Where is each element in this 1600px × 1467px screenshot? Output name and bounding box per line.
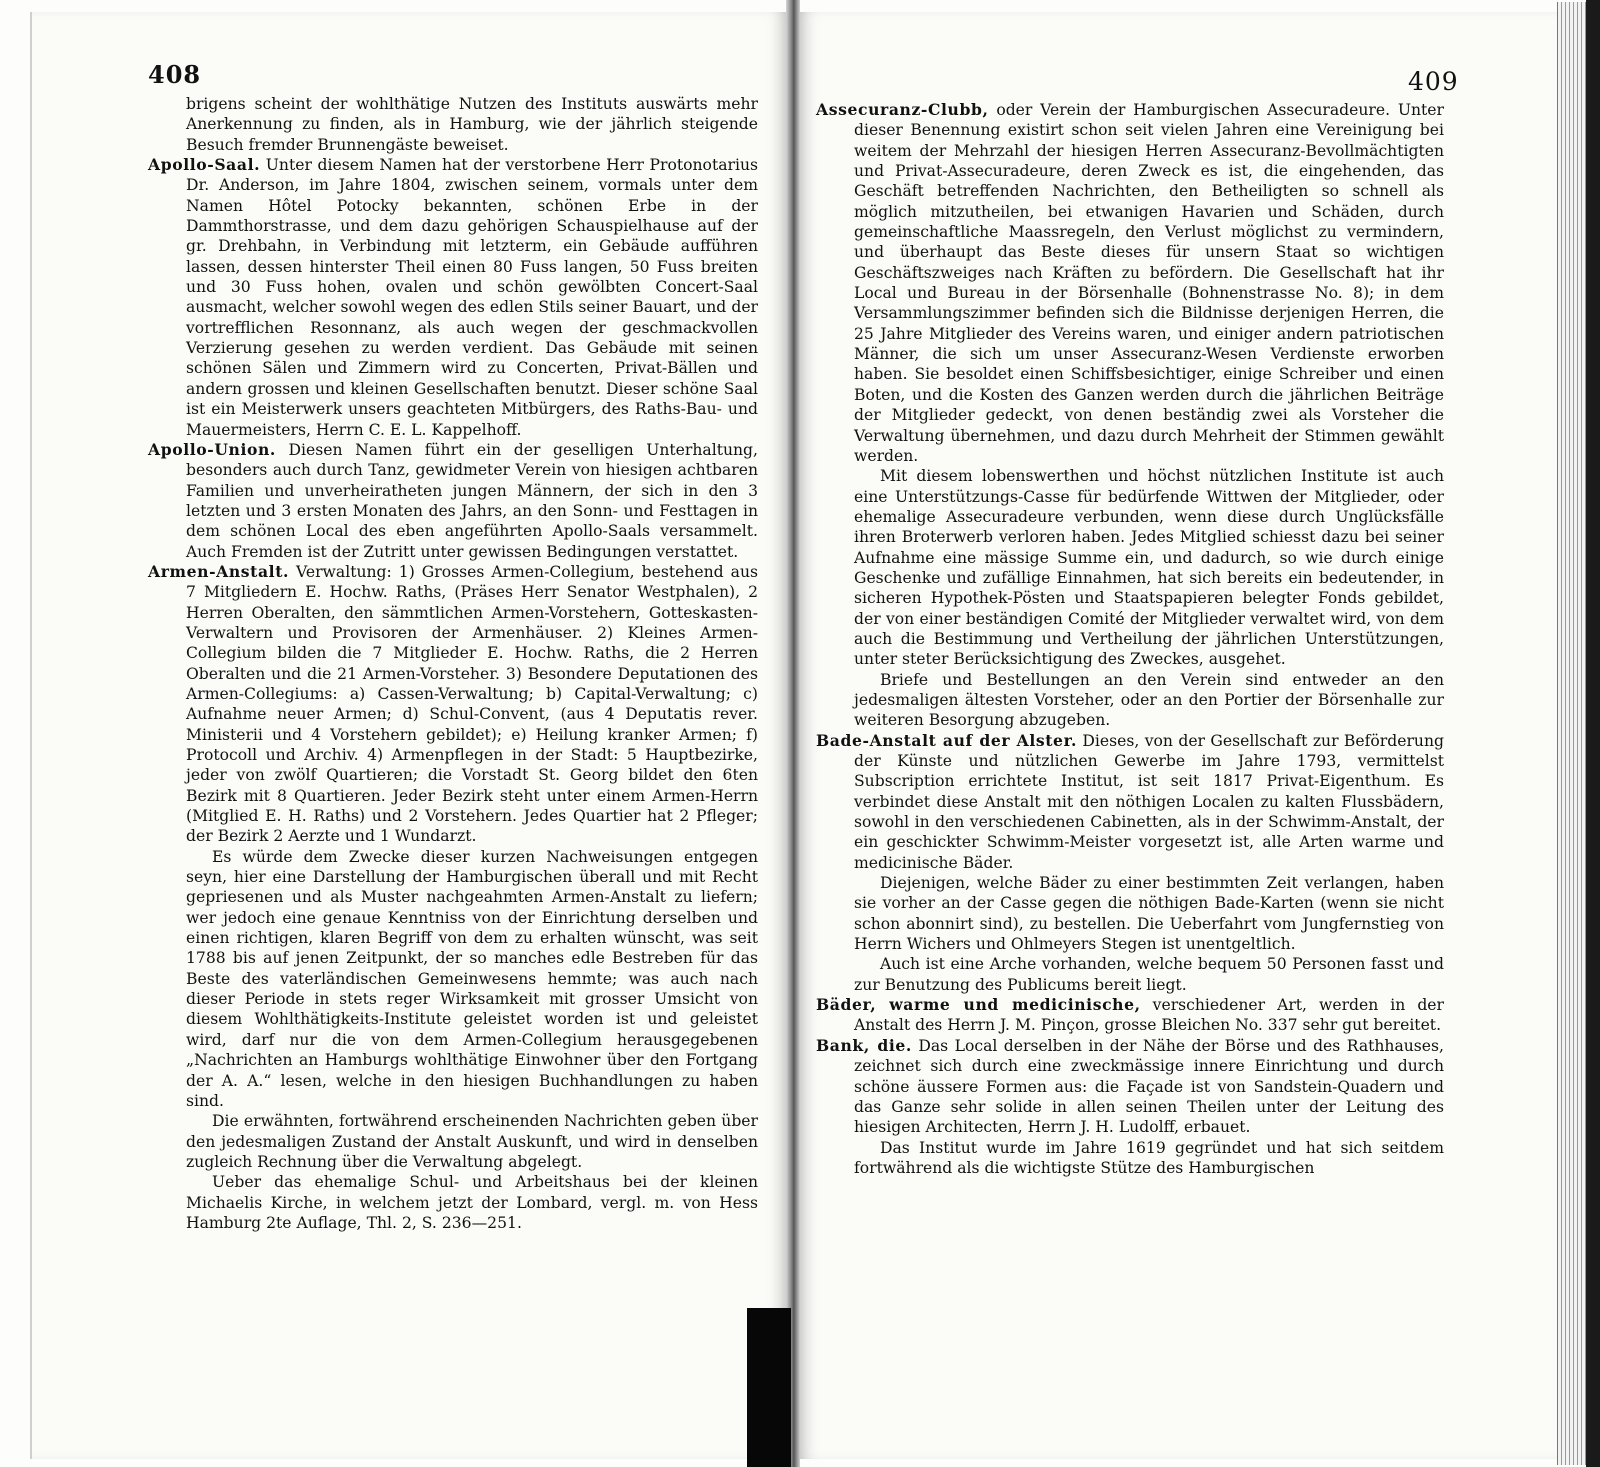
entry-heading: Apollo-Saal.	[148, 155, 261, 175]
right-page-text	[816, 100, 1444, 1178]
entry-bank	[816, 1036, 1444, 1138]
entry-body: Dieses, von der Gesellschaft zur Beförderung der Künste und nützlichen Gewerbe im Jahre 1793, vermittelst Subscription errichtete Institut, ist seit 1817 Privat-Eigenthum. Es verbindet diese Anstalt mit den nöthigen Localen zu kalten Flussbädern, sowohl in den verschiedenen Cabinetten, als in der Schwimm-Anstalt, der ein geschickter Schwimm-Meister vorgesetzt ist, alle Arten warme und medicinische Bäder.	[854, 731, 1444, 872]
paragraph: Diejenigen, welche Bäder zu einer bestimmten Zeit verlangen, haben sie vorher an der Casse gegen die nöthigen Bade-Karten (wenn sie nicht schon abonnirt sind), zu bestellen. Die Ueberfahrt vom Jungfernstieg von Herrn Wichers und Ohlmeyers Stegen ist unentgeltlich.	[854, 874, 1444, 954]
paragraph: Ueber das ehemalige Schul- und Arbeitshaus bei der kleinen Michaelis Kirche, in welchem jetzt der Lombard, vergl. m. von Hess Hamburg 2te Auflage, Thl. 2, S. 236—251.	[186, 1173, 758, 1232]
entry-body: Unter diesem Namen hat der verstorbene Herr Protonotarius Dr. Anderson, im Jahre 1804, zwischen seinem, vormals unter dem Namen Hôtel Potocky bekannten, schönen Erbe in der Dammthorstrasse, und dem dazu gehörigen Schauspielhause auf der gr. Drehbahn, in Verbindung mit letzterm, ein Gebäude aufführen lassen, dessen hinterster Theil einen 80 Fuss langen, 50 Fuss breiten und 30 Fuss hohen, ovalen und schön gewölbten Concert-Saal ausmacht, welcher sowohl wegen des edlen Stils seiner Bauart, und der vortrefflichen Resonnanz, als auch wegen der geschmackvollen Verzierung gesehen zu werden verdient. Das Gebäude mit seinen schönen Sälen und Zimmern wird zu Concerten, Privat-Bällen und andern grossen und kleinen Gesellschaften benutzt. Dieser schöne Saal ist ein Meisterwerk unsers geachteten Mitbürgers, des Raths-Bau- und Mauermeisters, Herrn C. E. L. Kappelhoff.	[186, 156, 758, 439]
paragraph: Auch ist eine Arche vorhanden, welche bequem 50 Personen fasst und zur Benutzung des Publicums bereit liegt.	[854, 955, 1444, 994]
paragraph: Briefe und Bestellungen an den Verein sind entweder an den jedesmaligen ältesten Vorsteher, oder an den Portier der Börsenhalle zur weiteren Besorgung abzugeben.	[854, 670, 1444, 730]
entry-body: verschiedener Art, werden in der Anstalt des Herrn J. M. Pinçon, grosse Bleichen No. 337 sehr gut bereitet.	[854, 996, 1444, 1035]
entry-apollo-saal	[148, 155, 758, 440]
page-number-left: 408	[148, 60, 202, 89]
page-number-right: 409	[1408, 67, 1459, 96]
left-page-text	[148, 94, 758, 1233]
entry-bade-anstalt	[816, 731, 1444, 873]
paragraph: Das Institut wurde im Jahre 1619 gegründet und hat sich seitdem fortwährend als die wichtigste Stütze des Hamburgischen	[854, 1138, 1444, 1177]
entry-assecuranz-clubb	[816, 100, 1444, 466]
entry-apollo-union	[148, 440, 758, 562]
right-page	[798, 12, 1558, 1459]
continuation-text: brigens scheint der wohlthätige Nutzen des Instituts auswärts mehr Anerkennung zu finden, als in Hamburg, wie der jährlich steigende Besuch fremder Brunnengäste beweiset.	[186, 95, 758, 154]
entry-heading: Bade-Anstalt auf der Alster.	[816, 730, 1077, 750]
entry-body: Das Local derselben in der Nähe der Börse und des Rathhauses, zeichnet sich durch eine zweckmässige innere Einrichtung und durch schöne äussere Formen aus: die Façade ist von Sandstein-Quadern und das Ganze sehr solide in allen seinen Theilen unter der Leitung des hiesigen Architecten, Herrn J. H. Ludolff, erbauet.	[854, 1036, 1444, 1137]
page-edge-stack	[1557, 2, 1586, 1465]
entry-heading: Bank, die.	[816, 1035, 912, 1055]
paragraph: Es würde dem Zwecke dieser kurzen Nachweisungen entgegen seyn, hier eine Darstellung der Hamburgischen überall und mit Recht gepriesenen und als Muster nachgeahmten Armen-Anstalt zu liefern; wer jedoch eine genaue Kenntniss von der Einrichtung derselben und einen richtigen, klaren Begriff von dem zu erhalten wünscht, was seit 1788 bis auf jenen Zeitpunkt, der so manches edle Bestreben für das Beste des vaterländischen Gemeinwesens hemmte; was auch nach dieser Periode in stets reger Wirksamkeit mit grosser Umsicht von diesem Wohlthätigkeits-Institute geleistet worden ist und geleistet wird, darf nur die von dem Armen-Collegium herausgegebenen „Nachrichten an Hamburgs wohlthätige Einwohner über den Fortgang der A. A.“ lesen, welche in den hiesigen Buchhandlungen zu haben sind.	[186, 847, 758, 1110]
entry-body: Diesen Namen führt ein der geselligen Unterhaltung, besonders auch durch Tanz, gewidmeter Verein von hiesigen achtbaren Familien und unverheiratheten jungen Männern, der sich in den 3 letzten und 3 ersten Monaten des Jahrs, an den Sonn- und Festtagen in dem schönen Local des eben angeführten Apollo-Saals versammelt. Auch Fremden ist der Zutritt unter gewissen Bedingungen verstattet.	[186, 440, 758, 561]
entry-heading: Assecuranz-Clubb,	[816, 100, 989, 119]
entry-body: oder Verein der Hamburgischen Assecuradeure. Unter dieser Benennung existirt schon seit vielen Jahren eine Vereinigung bei weitem der Mehrzahl der hiesigen Herren Assecuranz-Bevollmächtigten und Privat-Assecuradeure, deren Zweck es ist, die eingehenden, das Geschäft betreffenden Nachrichten, den Betheiligten so schnell als möglich mitzutheilen, bei etwanigen Havarien und Schäden, durch gemeinschaftliche Maassregeln, den Verlust möglichst zu vermindern, und überhaupt das Beste dieses für unsern Staat so wichtigen Geschäftszweiges nach Kräften zu befördern. Die Gesellschaft hat ihr Local und Bureau in der Börsenhalle (Bohnenstrasse No. 8); in dem Versammlungszimmer befinden sich die Bildnisse derjenigen Herren, die 25 Jahre Mitglieder des Vereins waren, und einiger andern patriotischen Männer, die sich um unser Assecuranz-Wesen Verdienste erworben haben. Sie besoldet einen Schiffsbesichtiger, einige Schreiber und einen Boten, und die Kosten des Ganzen werden durch die jährlichen Beiträge der Mitglieder gedeckt, von denen beständig zwei als Vorsteher die Verwaltung übernehmen, und dazu durch Mehrheit der Stimmen gewählt werden.	[854, 101, 1444, 465]
entry-body: Verwaltung: 1) Grosses Armen-Collegium, bestehend aus 7 Mitgliedern E. Hochw. Raths, (Präses Herr Senator Westphalen), 2 Herren Oberalten, den sämmtlichen Armen-Vorstehern, Gotteskasten-Verwaltern und Provisoren der Armenhäuser. 2) Kleines Armen-Collegium bilden die 7 Mitglieder E. Hochw. Raths, die 2 Herren Oberalten und die 21 Armen-Vorsteher. 3) Besondere Deputationen des Armen-Collegiums: a) Cassen-Verwaltung; b) Capital-Verwaltung; c) Aufnahme neuer Armen; d) Schul-Convent, (aus 4 Deputatis rever. Ministerii und 4 Vorstehern gebildet); e) Heilung kranker Armen; f) Protocoll und Archiv. 4) Armenpflegen in der Stadt: 5 Hauptbezirke, jeder von zwölf Quartieren; die Vorstadt St. Georg bildet den 6ten Bezirk mit 8 Quartieren. Jeder Bezirk steht unter einem Armen-Herrn (Mitglied E. H. Raths) und 2 Vorstehern. Jedes Quartier hat 2 Pfleger; der Bezirk 2 Aerzte und 1 Wundarzt.	[186, 562, 758, 846]
paragraph: Mit diesem lobenswerthen und höchst nützlichen Institute ist auch eine Unterstützungs-Casse für bedürfende Wittwen der Mitglieder, oder ehemalige Assecuradeure verbunden, wenn diese durch Unglücksfälle ihren Broterwerb verloren haben. Jedes Mitglied schiesst dazu bei seiner Aufnahme eine mässige Summe ein, und dadurch, so wie durch einige Geschenke und zufällige Einnahmen, hat sich bereits ein bedeutender, in sicheren Hypothek-Pösten und Staatspapieren belegter Fonds gebildet, der von einer beständigen Comité der Mitglieder verwaltet wird, von dem auch die Bestimmung und Vertheilung der jährlichen Unterstützungen, unter steter Berücksichtigung des Zweckes, ausgehet.	[854, 467, 1444, 669]
entry-heading: Armen-Anstalt.	[148, 561, 290, 581]
entry-heading: Apollo-Union.	[148, 439, 276, 459]
scan-edge	[1586, 0, 1600, 1467]
entry-heading: Bäder, warme und medicinische,	[816, 995, 1141, 1015]
book-gutter	[786, 0, 800, 1467]
paragraph: Die erwähnten, fortwährend erscheinenden Nachrichten geben über den jedesmaligen Zustand der Anstalt Auskunft, und wird in denselben zugleich Rechnung über die Verwaltung abgelegt.	[186, 1112, 758, 1171]
bookmark-ribbon	[747, 1308, 791, 1467]
left-page	[30, 12, 788, 1459]
entry-armen-anstalt	[148, 562, 758, 847]
entry-baeder	[816, 995, 1444, 1036]
